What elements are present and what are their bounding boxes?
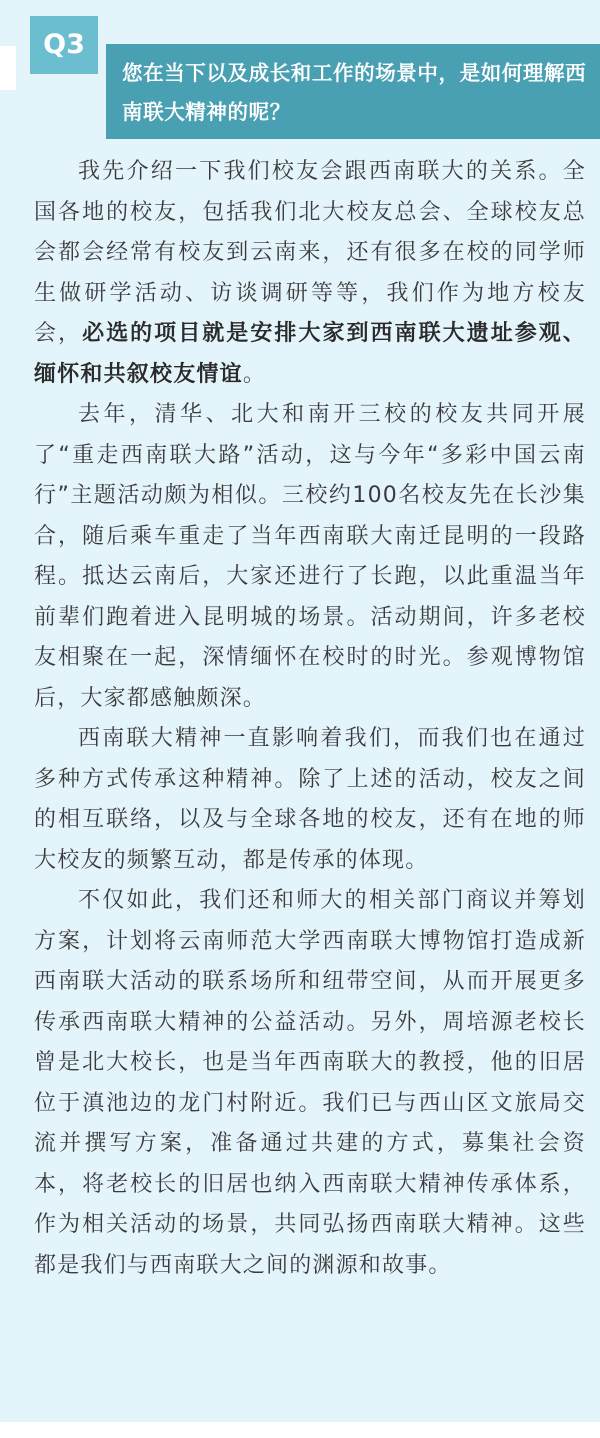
paragraph-2: 去年，清华、北大和南开三校的校友共同开展了“重走西南联大路”活动，这与今年“多彩中国云南行”主题活动颇为相似。三校约100名校友先在长沙集合，随后乘车重走了当年西南联大南迁昆明的一段路程。抵达云南后，大家还进行了长跑，以此重温当年前辈们跑着进入昆明城的场景。活动期间，许多老校友相聚在一起，深情缅怀在校时的时光。参观博物馆后，大家都感触颇深。 bbox=[34, 402, 586, 711]
paragraph-1-highlight: 必选的项目就是安排大家到西南联大遗址参观、缅怀和共叙校友情谊 bbox=[34, 321, 586, 387]
paragraph-1-tail: 。 bbox=[242, 361, 267, 387]
corner-notch bbox=[0, 46, 16, 90]
paragraph-3: 西南联大精神一直影响着我们，而我们也在通过多种方式传承这种精神。除了上述的活动，校友之间的相互联络，以及与全球各地的校友，还有在地的师大校友的频繁互动，都是传承的体现。 bbox=[34, 726, 586, 873]
paragraph-1 bbox=[34, 152, 586, 395]
paragraph-1-lead: 我先介绍一下我们校友会跟西南联大的关系。全国各地的校友，包括我们北大校友总会、全球校友总会都会经常有校友到云南来，还有很多在校的同学师生做研学活动、访谈调研等等，我们作为地方校友会， bbox=[34, 159, 586, 346]
question-text: 您在当下以及成长和工作的场景中，是如何理解西南联大精神的呢？ bbox=[122, 61, 587, 124]
question-number-badge: Q3 bbox=[30, 16, 98, 74]
answer-body bbox=[34, 152, 586, 1286]
paragraph-4: 不仅如此，我们还和师大的相关部门商议并筹划方案，计划将云南师范大学西南联大博物馆打造成新西南联大活动的联系场所和纽带空间，从而开展更多传承西南联大精神的公益活动。另外，周培源老校长曾是北大校长，也是当年西南联大的教授，他的旧居位于滇池边的龙门村附近。我们已与西山区文旅局交流并撰写方案，准备通过共建的方式，募集社会资本，将老校长的旧居也纳入西南联大精神传承体系，作为相关活动的场景，共同弘扬西南联大精神。这些都是我们与西南联大之间的渊源和故事。 bbox=[34, 888, 586, 1278]
